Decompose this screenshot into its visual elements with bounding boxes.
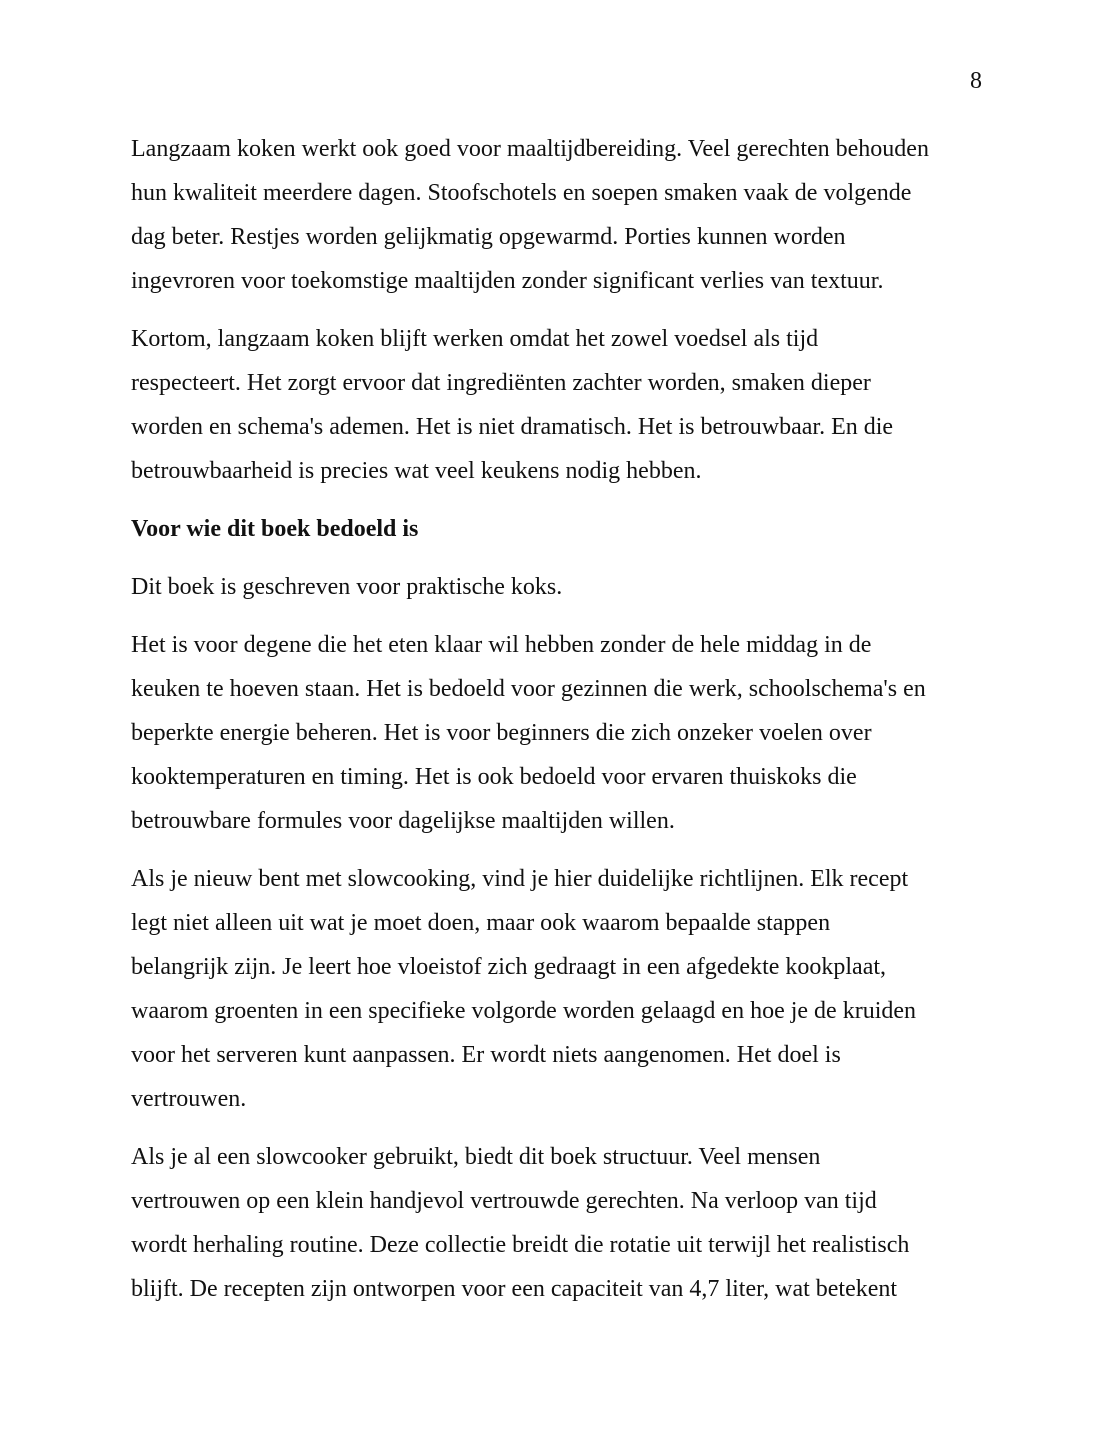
paragraph [131, 317, 983, 493]
section-heading: Voor wie dit boek bedoeld is [131, 516, 419, 542]
text-line: wordt herhaling routine. Deze collectie breidt die rotatie uit terwijl het realistisch [131, 1232, 910, 1258]
text-line: Langzaam koken werkt ook goed voor maaltijdbereiding. Veel gerechten behouden [131, 136, 929, 162]
text-line: Als je nieuw bent met slowcooking, vind je hier duidelijke richtlijnen. Elk recept [131, 866, 909, 892]
text-line: worden en schema's ademen. Het is niet dramatisch. Het is betrouwbaar. En die [131, 414, 894, 440]
text-line: legt niet alleen uit wat je moet doen, maar ook waarom bepaalde stappen [131, 910, 831, 936]
paragraph [131, 1135, 983, 1311]
paragraph [131, 623, 983, 843]
text-line: hun kwaliteit meerdere dagen. Stoofschotels en soepen smaken vaak de volgende [131, 180, 912, 206]
text-line: ingevroren voor toekomstige maaltijden zonder significant verlies van textuur. [131, 268, 884, 294]
text-line: respecteert. Het zorgt ervoor dat ingrediënten zachter worden, smaken dieper [131, 370, 871, 396]
text-line: waarom groenten in een specifieke volgorde worden gelaagd en hoe je de kruiden [131, 998, 917, 1024]
text-line: dag beter. Restjes worden gelijkmatig opgewarmd. Porties kunnen worden [131, 224, 846, 250]
paragraph [131, 565, 983, 609]
text-line: kooktemperaturen en timing. Het is ook bedoeld voor ervaren thuiskoks die [131, 764, 857, 790]
text-line: voor het serveren kunt aanpassen. Er wordt niets aangenomen. Het doel is [131, 1042, 841, 1068]
text-line: betrouwbare formules voor dagelijkse maaltijden willen. [131, 808, 675, 834]
text-line: belangrijk zijn. Je leert hoe vloeistof zich gedraagt in een afgedekte kookplaat, [131, 954, 887, 980]
page-number: 8 [970, 68, 982, 94]
paragraph [131, 857, 983, 1121]
section-before-heading [131, 127, 983, 493]
text-line: betrouwbaarheid is precies wat veel keukens nodig hebben. [131, 458, 702, 484]
text-line: Kortom, langzaam koken blijft werken omdat het zowel voedsel als tijd [131, 326, 819, 352]
text-line: Als je al een slowcooker gebruikt, biedt dit boek structuur. Veel mensen [131, 1144, 821, 1170]
text-line: Dit boek is geschreven voor praktische koks. [131, 574, 563, 600]
paragraph [131, 127, 983, 303]
section-after-heading [131, 565, 983, 1311]
text-line: keuken te hoeven staan. Het is bedoeld voor gezinnen die werk, schoolschema's en [131, 676, 926, 702]
text-line: Het is voor degene die het eten klaar wil hebben zonder de hele middag in de [131, 632, 872, 658]
text-line: vertrouwen op een klein handjevol vertrouwde gerechten. Na verloop van tijd [131, 1188, 877, 1214]
text-line: blijft. De recepten zijn ontworpen voor een capaciteit van 4,7 liter, wat betekent [131, 1276, 898, 1302]
text-line: beperkte energie beheren. Het is voor beginners die zich onzeker voelen over [131, 720, 872, 746]
text-line: vertrouwen. [131, 1086, 247, 1112]
page-body [131, 127, 983, 1325]
